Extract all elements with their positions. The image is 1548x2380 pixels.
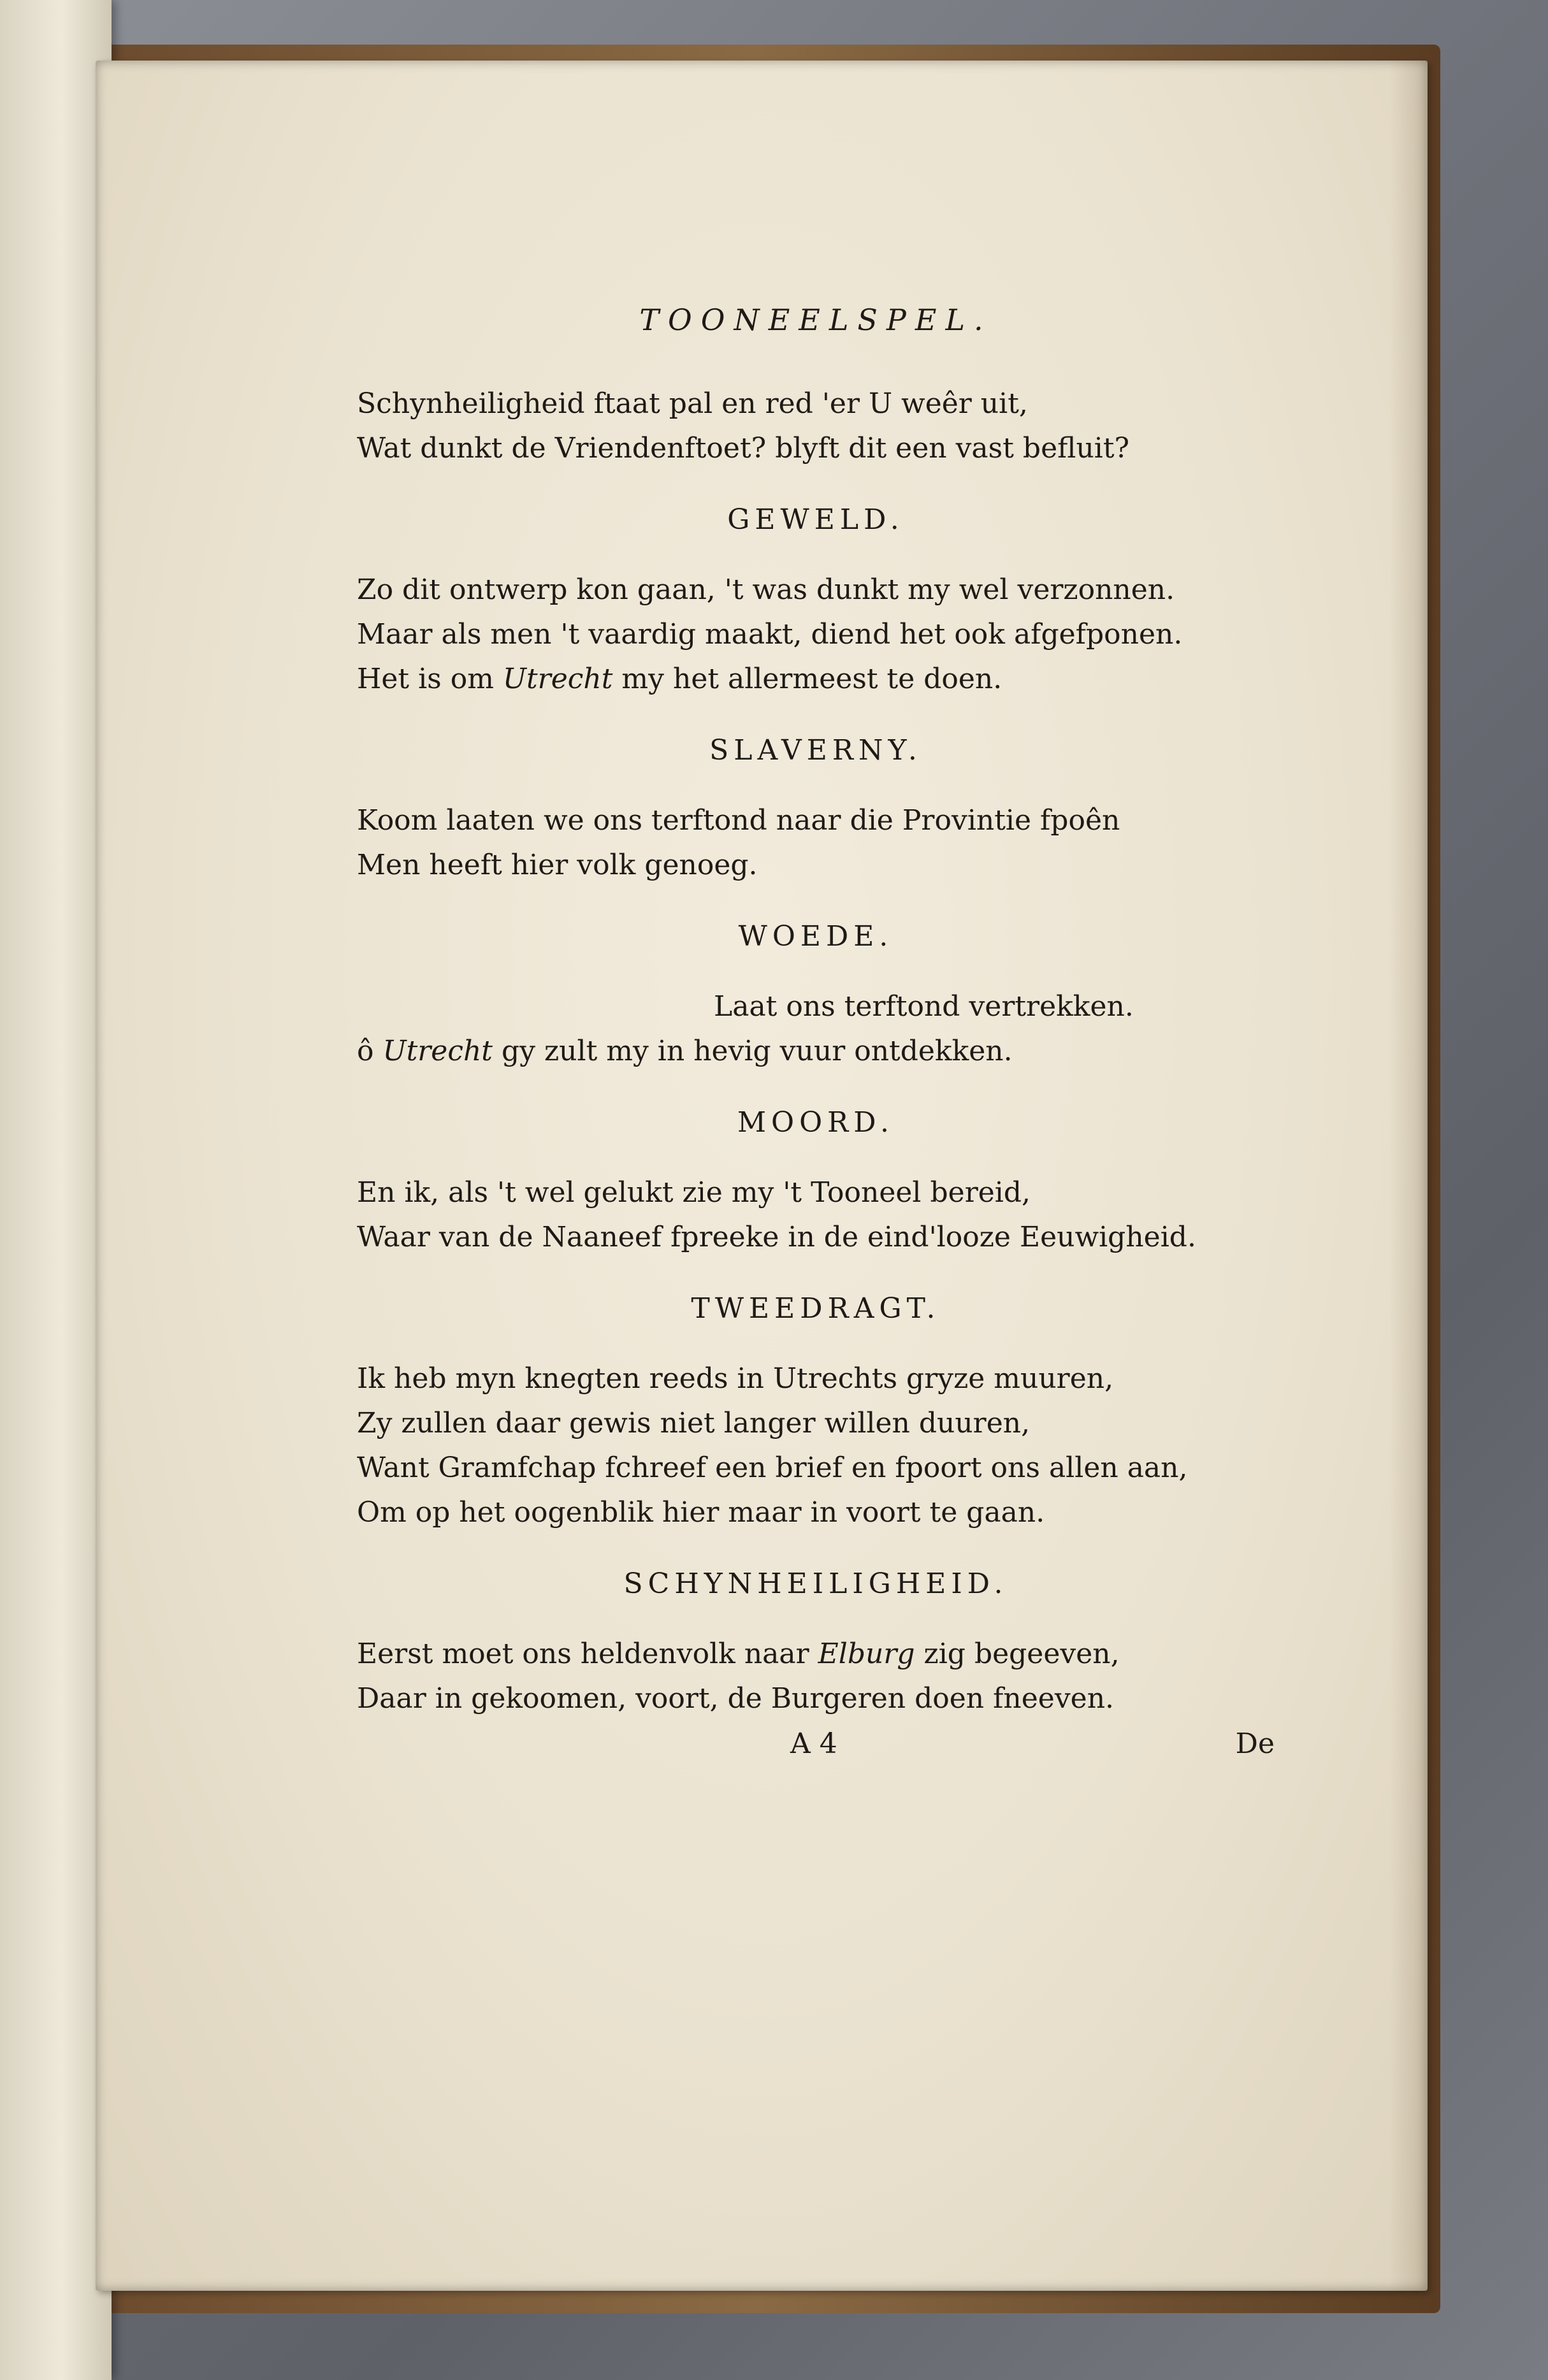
speaker-heading: SLAVERNY.: [709, 734, 922, 767]
verse-line: [357, 1446, 1275, 1490]
speaker-heading: WOEDE.: [738, 920, 893, 953]
verse-text: gy zult my in hevig vuur ontdekken.: [492, 1035, 1013, 1067]
verse-line: [357, 843, 1275, 888]
speaker-heading: SCHYNHEILIGHEID.: [623, 1568, 1008, 1600]
verse-line: [357, 382, 1275, 426]
verse-text: zig begeeven,: [915, 1638, 1120, 1670]
speaker-heading: GEWELD.: [727, 503, 904, 536]
verse-text: Waar van de Naaneef fpreeke in de eind'looze Eeuwigheid.: [357, 1221, 1196, 1253]
verse-text: Ik heb myn knegten reeds in Utrechts gryze muuren,: [357, 1362, 1114, 1395]
verse-text: Daar in gekoomen, voort, de Burgeren doen fneeven.: [357, 1682, 1115, 1715]
page-footer: [357, 1725, 1275, 1763]
speaker-heading: MOORD.: [737, 1106, 895, 1139]
verse-text: Het is om: [357, 663, 503, 695]
verse-line: [357, 1171, 1275, 1215]
place-name: Utrecht: [502, 663, 613, 695]
speaker-heading: TWEEDRAGT.: [691, 1292, 941, 1325]
verse-text: Zy zullen daar gewis niet langer willen duuren,: [357, 1407, 1031, 1439]
verse-line: [357, 1677, 1275, 1721]
catchword: De: [1235, 1727, 1275, 1760]
verse-line: [357, 1401, 1275, 1446]
verse-text: Om op het oogenblik hier maar in voort te gaan.: [357, 1496, 1045, 1529]
verse-text: Schynheiligheid ftaat pal en red 'er U weêr uit,: [357, 387, 1028, 420]
verse-line: [357, 612, 1275, 657]
verse-line: [357, 568, 1275, 612]
facing-page: [0, 0, 112, 2380]
verse-line: [357, 1632, 1275, 1677]
place-name: Elburg: [818, 1638, 915, 1670]
verse-line: [357, 657, 1275, 702]
play-text: [357, 382, 1275, 1721]
verse-text: ô: [357, 1035, 383, 1067]
page-edge: [1389, 61, 1428, 2291]
verse-line: [357, 1215, 1275, 1260]
page-text: [357, 239, 1275, 1763]
verse-text: Men heeft hier volk genoeg.: [357, 849, 758, 881]
verse-text: Maar als men 't vaardig maakt, diend het ook afgefponen.: [357, 618, 1183, 651]
verse-text: Wat dunkt de Vriendenftoet? blyft dit een vast befluit?: [357, 432, 1130, 465]
running-head: TOONEELSPEL.: [639, 303, 992, 337]
verse-text: En ik, als 't wel gelukt zie my 't Tooneel bereid,: [357, 1176, 1031, 1209]
verse-line: [357, 426, 1275, 471]
verse-line: [357, 798, 1275, 843]
verse-line: [357, 1490, 1275, 1535]
verse-text: Zo dit ontwerp kon gaan, 't was dunkt my wel verzonnen.: [357, 573, 1175, 606]
signature-mark: A 4: [790, 1727, 837, 1760]
place-name: Utrecht: [382, 1035, 493, 1067]
verse-line: [357, 1029, 1275, 1074]
verse-text: Laat ons terftond vertrekken.: [714, 990, 1134, 1023]
verse-line: [357, 1357, 1275, 1401]
verse-text: my het allermeest te doen.: [612, 663, 1002, 695]
verse-text: Eerst moet ons heldenvolk naar: [357, 1638, 818, 1670]
book-page: [96, 61, 1428, 2291]
verse-text: Want Gramfchap fchreef een brief en fpoort ons allen aan,: [357, 1452, 1188, 1484]
verse-text: Koom laaten we ons terftond naar die Provintie fpoên: [357, 804, 1120, 837]
verse-line: [357, 984, 1275, 1029]
